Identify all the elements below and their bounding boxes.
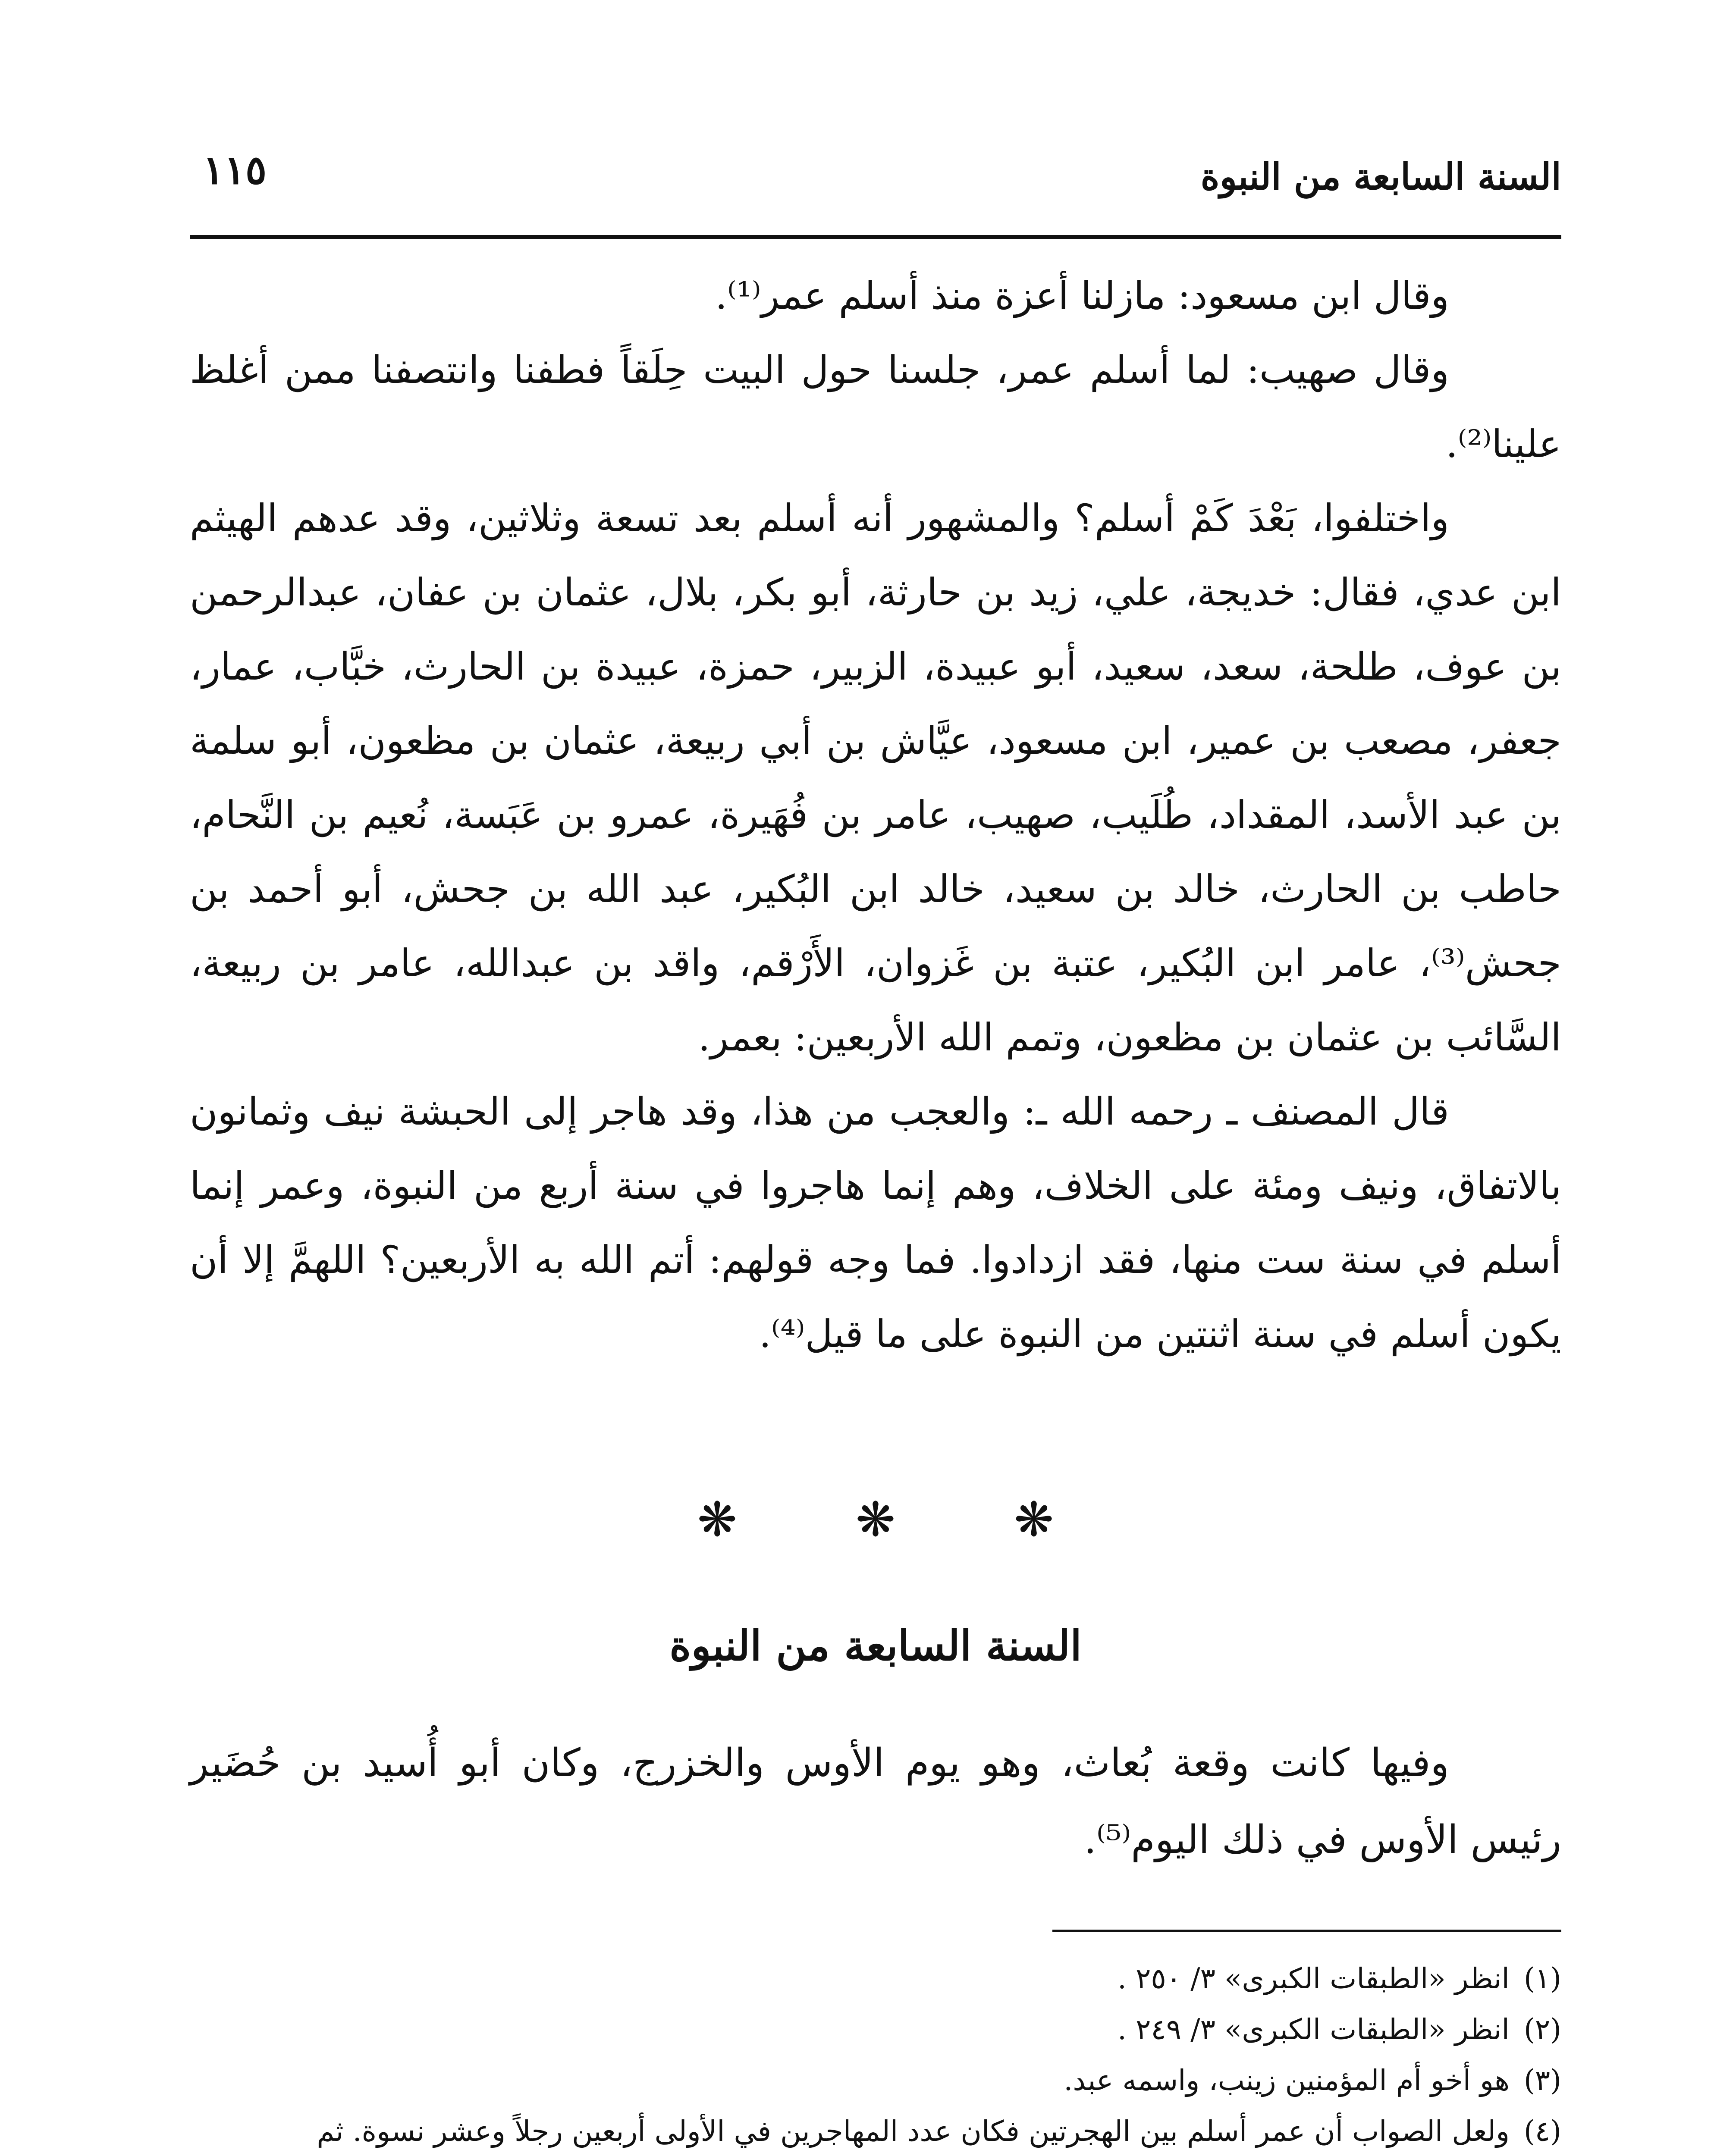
section-body bbox=[190, 1725, 1561, 1878]
footnote-text: انظر «الطبقات الكبرى» ٣/ ٢٥٠ . bbox=[1118, 1962, 1510, 1995]
footnote-number: (٢) bbox=[1524, 2013, 1561, 2046]
main-body bbox=[190, 259, 1561, 1371]
footnote-2 bbox=[190, 2004, 1561, 2055]
footnotes bbox=[190, 1953, 1561, 2156]
footnote-number: (٤) bbox=[1524, 2115, 1561, 2148]
separator-star: ❋ bbox=[855, 1492, 896, 1547]
paragraph-suhayb: وقال صهيب: لما أسلم عمر، جلسنا حول البيت حِلَقاً فطفنا وانتصفنا ممن أغلظ علينا⁽²⁾. bbox=[190, 348, 1561, 466]
footnote-text: انظر «الطبقات الكبرى» ٣/ ٢٤٩ . bbox=[1118, 2013, 1510, 2046]
paragraph-ibn-masud: وقال ابن مسعود: مازلنا أعزة منذ أسلم عمر⁽¹⁾. bbox=[715, 273, 1449, 318]
separator-star: ❋ bbox=[697, 1492, 737, 1547]
footnote-4 bbox=[190, 2106, 1561, 2156]
paragraph-buath: وفيها كانت وقعة بُعاث، وهو يوم الأوس والخزرج، وكان أبو أُسيد بن حُضَير رئيس الأوس في ذلك اليوم⁽⁵⁾. bbox=[190, 1740, 1561, 1862]
page-header bbox=[190, 129, 1561, 237]
section-heading: السنة السابعة من النبوة bbox=[669, 1621, 1082, 1670]
footnote-number: (١) bbox=[1524, 1962, 1561, 1995]
running-title: السنة السابعة من النبوة bbox=[1200, 155, 1561, 198]
footnote-number: (٣) bbox=[1524, 2064, 1561, 2097]
paragraph-author-comment: قال المصنف ـ رحمه الله ـ: والعجب من هذا، وقد هاجر إلى الحبشة نيف وثمانون بالاتفاق، ونيف ومئة على الخلاف، وهم إنما هاجروا في سنة أربع من النبوة، وعمر إنما أسلم في سنة ست منها، فقد ازدادوا. فما وجه قولهم: أتم الله به الأربعين؟ اللهمَّ إلا أن يكون أسلم في سنة اثنتين من النبوة على ما قيل⁽⁴⁾. bbox=[190, 1089, 1561, 1356]
header-rule bbox=[190, 235, 1561, 239]
section-separator bbox=[190, 1492, 1561, 1561]
separator-star: ❋ bbox=[1014, 1492, 1054, 1547]
page-number: ١١٥ bbox=[203, 147, 267, 193]
footnote-3 bbox=[190, 2055, 1561, 2106]
paragraph-forty-names: واختلفوا، بَعْدَ كَمْ أسلم؟ والمشهور أنه أسلم بعد تسعة وثلاثين، وقد عدهم الهيثم ابن عدي، فقال: خديجة، علي، زيد بن حارثة، أبو بكر، بلال، عثمان بن عفان، عبدالرحمن بن عوف، طلحة، سعد، سعيد، أبو عبيدة، الزبير، حمزة، عبيدة بن الحارث، خبَّاب، عمار، جعفر، مصعب بن عمير، ابن مسعود، عيَّاش بن أبي ربيعة، عثمان بن مظعون، أبو سلمة بن عبد الأسد، المقداد، طُلَيب، صهيب، عامر بن فُهَيرة، عمرو بن عَبَسة، نُعيم بن النَّحام، حاطب بن الحارث، خالد بن سعيد، خالد ابن البُكير، عبد الله بن جحش، أبو أحمد بن جحش⁽³⁾، عامر ابن البُكير، عتبة بن غَزوان، الأَرْقم، واقد بن عبدالله، عامر بن ربيعة، السَّائب بن عثمان بن مظعون، وتمم الله الأربعين: بعمر. bbox=[190, 496, 1561, 1059]
footnote-text: ولعل الصواب أن عمر أسلم بين الهجرتين فكان عدد المهاجرين في الأولى أربعين رجلاً وعشر نسوة. ثم bbox=[317, 2115, 1510, 2148]
footnote-text: هو أخو أم المؤمنين زينب، واسمه عبد. bbox=[1064, 2064, 1510, 2097]
footnote-1 bbox=[190, 1953, 1561, 2004]
footnote-rule bbox=[1052, 1930, 1561, 1932]
